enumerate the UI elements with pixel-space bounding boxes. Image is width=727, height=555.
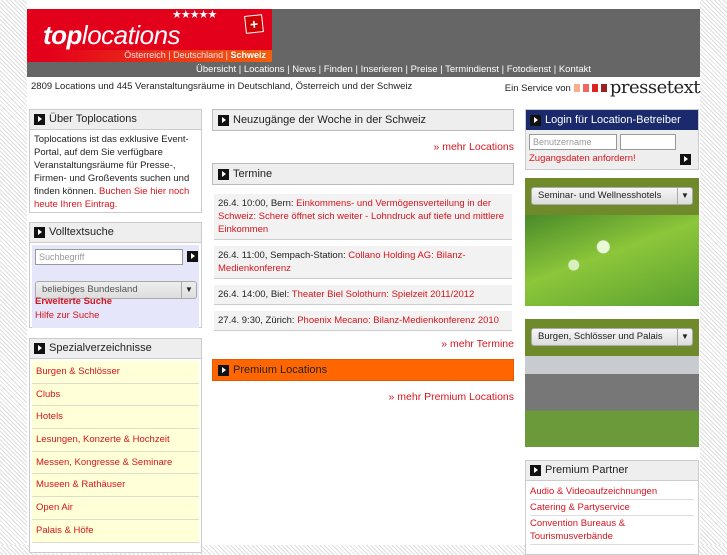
chevron-down-icon: ▼: [677, 188, 692, 204]
nav-link[interactable]: Locations: [243, 64, 285, 75]
arrow-icon: [218, 169, 229, 180]
search-title: Volltextsuche: [49, 226, 114, 238]
logo-rest: locations: [81, 20, 181, 50]
swiss-flag-icon: +: [244, 14, 264, 34]
region-select[interactable]: beliebiges Bundesland ▼: [35, 281, 197, 299]
password-input[interactable]: [620, 134, 676, 150]
promo-wellness: [525, 178, 699, 306]
special-directory-link[interactable]: Messen, Kongresse & Seminare: [32, 452, 199, 475]
arrow-icon: [34, 343, 45, 354]
premium-partner-box: Premium Partner Audio & Videoaufzeichnungen Catering & Partyservice Convention Bureaus & Tourismusverbände: [525, 460, 699, 555]
event-item: 26.4. 11:00, Sempach-Station: Collano Holding AG: Bilanz-Medienkonferenz: [214, 246, 512, 279]
more-events-link[interactable]: » mehr Termine: [441, 338, 514, 350]
arrow-icon: [218, 365, 229, 376]
special-list: [32, 361, 199, 543]
nav-separator: |: [352, 64, 361, 75]
about-title: Über Toplocations: [49, 113, 137, 125]
special-directory-link[interactable]: Palais & Höfe: [32, 520, 199, 543]
country-links[interactable]: Österreich | Deutschland | Schweiz: [124, 50, 266, 60]
special-directory-link[interactable]: Clubs: [32, 384, 199, 407]
nav-separator: |: [316, 64, 324, 75]
event-item: 26.4. 10:00, Bern: Einkommens- und Vermögensverteilung in der Schweiz: Schere öffnet sich weiter - Lohndruck auf tiefe und mittlere Einkommen: [214, 194, 512, 240]
nav-separator: |: [402, 64, 411, 75]
partner-link[interactable]: Catering & Partyservice: [530, 500, 694, 516]
advanced-search-link[interactable]: Erweiterte Suche: [35, 296, 113, 307]
search-input[interactable]: Suchbegriff: [35, 249, 183, 265]
event-item: 27.4. 9:30, Zürich: Phoenix Mecano: Bilanz-Medienkonferenz 2010: [214, 311, 512, 331]
nav-separator: |: [284, 64, 293, 75]
main-column: [212, 109, 514, 404]
special-directory-link[interactable]: Hotels: [32, 406, 199, 429]
login-submit-icon[interactable]: [680, 154, 691, 165]
arrow-icon: [530, 115, 541, 126]
pressetext-logo[interactable]: pressetext: [609, 77, 700, 98]
promo-image-palace[interactable]: [525, 356, 699, 447]
nav-link[interactable]: Termindienst: [445, 64, 499, 75]
main-nav: [27, 62, 700, 77]
promo-select-castles[interactable]: Burgen, Schlösser und Palais ▼: [531, 328, 693, 346]
special-directories-box: [29, 338, 202, 553]
promo-image-leaf[interactable]: [525, 215, 699, 306]
nav-separator: |: [551, 64, 559, 75]
nav-separator: |: [437, 64, 446, 75]
arrow-icon: [530, 465, 541, 476]
arrow-icon: [34, 227, 45, 238]
about-text: Toplocations ist das exklusive Event-Portal, auf dem Sie verfügbare Veranstaltungsräume für Presse-, Firmen- und Großevents suchen und finden können.: [34, 134, 190, 197]
chevron-down-icon: ▼: [677, 329, 692, 345]
special-directory-link[interactable]: Museen & Rathäuser: [32, 474, 199, 497]
event-link[interactable]: Phoenix Mecano: Bilanz-Medienkonferenz 2010: [297, 315, 499, 326]
partner-link[interactable]: Convention Bureaus & Tourismusverbände: [530, 516, 694, 545]
event-link[interactable]: Collano Holding AG: Bilanz-Medienkonferenz: [218, 250, 466, 274]
header-banner: [272, 9, 700, 62]
promo-castles: [525, 319, 699, 447]
event-item: 26.4. 14:00, Biel: Theater Biel Solothurn: Spielzeit 2011/2012: [214, 285, 512, 305]
special-title: Spezialverzeichnisse: [49, 342, 152, 354]
premium-locations-header: Premium Locations: [212, 359, 514, 381]
nav-link[interactable]: Kontakt: [558, 64, 592, 75]
logo-top: top: [43, 20, 82, 50]
service-label: Ein Service von: [504, 82, 571, 94]
arrow-icon: [34, 114, 45, 125]
nav-link[interactable]: Inserieren: [360, 64, 403, 75]
new-locations-header: Neuzugänge der Woche in der Schweiz: [212, 109, 514, 131]
nav-link[interactable]: Fotodienst: [506, 64, 552, 75]
more-premium-link[interactable]: » mehr Premium Locations: [388, 391, 514, 403]
nav-separator: |: [236, 64, 244, 75]
nav-link[interactable]: Finden: [323, 64, 353, 75]
service-by: [505, 79, 700, 97]
arrow-icon: [218, 115, 229, 126]
logo[interactable]: [27, 9, 272, 62]
event-link[interactable]: Theater Biel Solothurn: Spielzeit 2011/2012: [291, 289, 475, 300]
special-directory-link[interactable]: Burgen & Schlösser: [32, 361, 199, 384]
special-directory-link[interactable]: Lesungen, Konzerte & Hochzeit: [32, 429, 199, 452]
request-access-link[interactable]: Zugangsdaten anfordern!: [529, 153, 636, 164]
search-submit-icon[interactable]: [187, 251, 198, 262]
username-input[interactable]: Benutzername: [529, 134, 617, 150]
more-locations-link[interactable]: » mehr Locations: [433, 141, 514, 153]
partner-link[interactable]: Audio & Videoaufzeichnungen: [530, 484, 694, 500]
search-box: [29, 222, 202, 328]
login-box: Login für Location-Betreiber Benutzername Zugangsdaten anfordern!: [525, 109, 699, 170]
book-entry-link[interactable]: Buchen Sie hier noch heute Ihren Eintrag.: [34, 186, 190, 210]
nav-link[interactable]: News: [292, 64, 317, 75]
chevron-down-icon: ▼: [181, 282, 196, 298]
special-directory-link[interactable]: Open Air: [32, 497, 199, 520]
stars-icon: ★★★★★: [172, 9, 217, 21]
about-box: [29, 109, 202, 213]
events-header: Termine: [212, 163, 514, 185]
search-help-link[interactable]: Hilfe zur Suche: [35, 310, 100, 321]
event-link[interactable]: Einkommens- und Vermögensverteilung in der Schweiz: Schere öffnet sich weiter - Lohndruck auf tiefe und mittlere Einkommen: [218, 198, 505, 235]
tagline: 2809 Locations und 445 Veranstaltungsräume in Deutschland, Österreich und der Schweiz: [31, 81, 413, 92]
nav-separator: |: [498, 64, 507, 75]
nav-link[interactable]: Übersicht: [195, 64, 237, 75]
promo-select-wellness[interactable]: Seminar- und Wellnesshotels ▼: [531, 187, 693, 205]
nav-link[interactable]: Preise: [410, 64, 438, 75]
